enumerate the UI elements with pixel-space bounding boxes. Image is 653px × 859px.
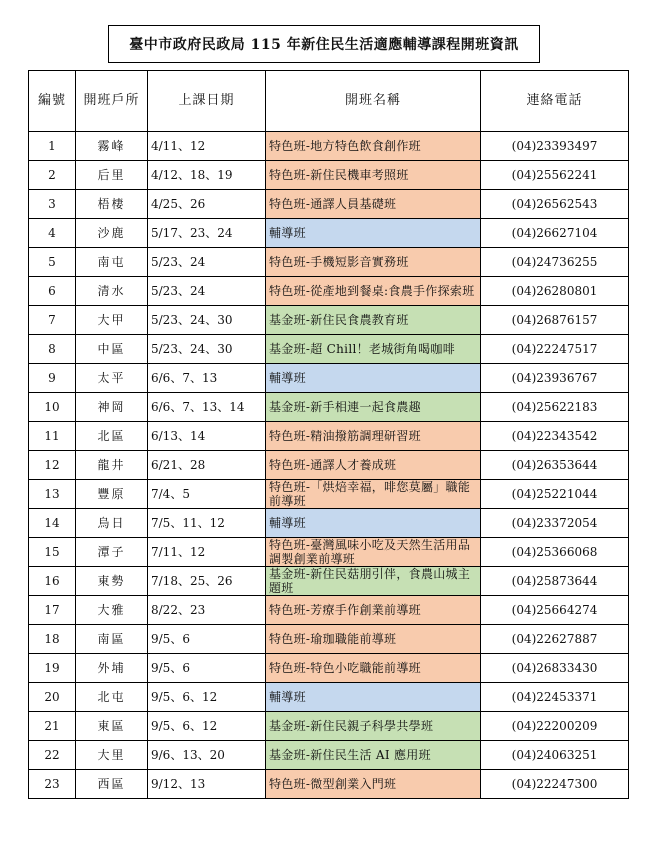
row-number: 4 — [29, 219, 76, 248]
table-header-row — [29, 71, 629, 132]
table-row — [29, 335, 629, 364]
row-number: 23 — [29, 770, 76, 799]
class-dates: 4/11、12 — [148, 132, 266, 161]
row-number: 3 — [29, 190, 76, 219]
row-number: 6 — [29, 277, 76, 306]
contact-phone: (04)24736255 — [481, 248, 629, 277]
row-number: 13 — [29, 480, 76, 509]
class-dates: 8/22、23 — [148, 596, 266, 625]
contact-phone: (04)22627887 — [481, 625, 629, 654]
class-dates: 6/13、14 — [148, 422, 266, 451]
contact-phone: (04)25622183 — [481, 393, 629, 422]
table-body — [29, 132, 629, 799]
header-dates: 上課日期 — [148, 71, 266, 132]
class-dates: 5/23、24、30 — [148, 306, 266, 335]
table-row — [29, 451, 629, 480]
page-title: 臺中市政府民政局 115 年新住民生活適應輔導課程開班資訊 — [108, 25, 540, 63]
table-row — [29, 683, 629, 712]
district-office: 大甲 — [76, 306, 148, 335]
table-row — [29, 132, 629, 161]
class-dates: 4/12、18、19 — [148, 161, 266, 190]
class-dates: 9/12、13 — [148, 770, 266, 799]
row-number: 7 — [29, 306, 76, 335]
row-number: 12 — [29, 451, 76, 480]
course-name: 輔導班 — [266, 364, 481, 393]
contact-phone: (04)25221044 — [481, 480, 629, 509]
table-row — [29, 364, 629, 393]
course-name: 特色班-微型創業入門班 — [266, 770, 481, 799]
contact-phone: (04)26833430 — [481, 654, 629, 683]
table-row — [29, 567, 629, 596]
row-number: 21 — [29, 712, 76, 741]
contact-phone: (04)23936767 — [481, 364, 629, 393]
district-office: 烏日 — [76, 509, 148, 538]
district-office: 大雅 — [76, 596, 148, 625]
class-dates: 7/4、5 — [148, 480, 266, 509]
table-row — [29, 190, 629, 219]
course-name: 基金班-超 Chill！老城街角喝咖啡 — [266, 335, 481, 364]
district-office: 東勢 — [76, 567, 148, 596]
class-dates: 9/5、6、12 — [148, 683, 266, 712]
row-number: 11 — [29, 422, 76, 451]
contact-phone: (04)22343542 — [481, 422, 629, 451]
table-row — [29, 219, 629, 248]
table-row — [29, 248, 629, 277]
contact-phone: (04)24063251 — [481, 741, 629, 770]
course-name: 特色班-「烘焙幸福，啡您莫屬」職能前導班 — [266, 480, 481, 509]
district-office: 東區 — [76, 712, 148, 741]
class-dates: 9/5、6、12 — [148, 712, 266, 741]
district-office: 潭子 — [76, 538, 148, 567]
class-dates: 5/23、24 — [148, 277, 266, 306]
row-number: 10 — [29, 393, 76, 422]
table-row — [29, 712, 629, 741]
class-dates: 7/18、25、26 — [148, 567, 266, 596]
course-name: 特色班-從產地到餐桌:食農手作探索班 — [266, 277, 481, 306]
district-office: 沙鹿 — [76, 219, 148, 248]
row-number: 2 — [29, 161, 76, 190]
contact-phone: (04)25366068 — [481, 538, 629, 567]
course-name: 基金班-新住民菇朋引伴，食農山城主題班 — [266, 567, 481, 596]
district-office: 后里 — [76, 161, 148, 190]
table-row — [29, 161, 629, 190]
district-office: 外埔 — [76, 654, 148, 683]
table-row — [29, 538, 629, 567]
district-office: 太平 — [76, 364, 148, 393]
table-row — [29, 422, 629, 451]
district-office: 南屯 — [76, 248, 148, 277]
district-office: 霧峰 — [76, 132, 148, 161]
course-name: 特色班-芳療手作創業前導班 — [266, 596, 481, 625]
district-office: 清水 — [76, 277, 148, 306]
district-office: 豐原 — [76, 480, 148, 509]
row-number: 8 — [29, 335, 76, 364]
course-name: 特色班-瑜珈職能前導班 — [266, 625, 481, 654]
course-name: 特色班-通譯人員基礎班 — [266, 190, 481, 219]
table-row — [29, 770, 629, 799]
contact-phone: (04)26627104 — [481, 219, 629, 248]
contact-phone: (04)26876157 — [481, 306, 629, 335]
contact-phone: (04)23372054 — [481, 509, 629, 538]
contact-phone: (04)22200209 — [481, 712, 629, 741]
table-row — [29, 654, 629, 683]
table-row — [29, 625, 629, 654]
contact-phone: (04)22453371 — [481, 683, 629, 712]
contact-phone: (04)25873644 — [481, 567, 629, 596]
district-office: 北區 — [76, 422, 148, 451]
course-name: 特色班-臺灣風味小吃及天然生活用品調製創業前導班 — [266, 538, 481, 567]
table-row — [29, 393, 629, 422]
contact-phone: (04)22247517 — [481, 335, 629, 364]
contact-phone: (04)25664274 — [481, 596, 629, 625]
course-name: 特色班-精油撥筋調理研習班 — [266, 422, 481, 451]
contact-phone: (04)23393497 — [481, 132, 629, 161]
course-name: 輔導班 — [266, 683, 481, 712]
class-dates: 9/6、13、20 — [148, 741, 266, 770]
table-row — [29, 277, 629, 306]
course-name: 特色班-特色小吃職能前導班 — [266, 654, 481, 683]
class-dates: 6/21、28 — [148, 451, 266, 480]
row-number: 1 — [29, 132, 76, 161]
course-name: 特色班-地方特色飲食創作班 — [266, 132, 481, 161]
class-dates: 4/25、26 — [148, 190, 266, 219]
class-dates: 6/6、7、13 — [148, 364, 266, 393]
district-office: 北屯 — [76, 683, 148, 712]
contact-phone: (04)26353644 — [481, 451, 629, 480]
header-phone: 連絡電話 — [481, 71, 629, 132]
table-row — [29, 509, 629, 538]
row-number: 17 — [29, 596, 76, 625]
course-name: 特色班-通譯人才養成班 — [266, 451, 481, 480]
contact-phone: (04)25562241 — [481, 161, 629, 190]
table-row — [29, 306, 629, 335]
contact-phone: (04)22247300 — [481, 770, 629, 799]
district-office: 梧棲 — [76, 190, 148, 219]
header-course: 開班名稱 — [266, 71, 481, 132]
course-name: 基金班-新住民生活 AI 應用班 — [266, 741, 481, 770]
header-district: 開班戶所 — [76, 71, 148, 132]
class-dates: 6/6、7、13、14 — [148, 393, 266, 422]
course-name: 特色班-手機短影音實務班 — [266, 248, 481, 277]
class-dates: 7/11、12 — [148, 538, 266, 567]
district-office: 中區 — [76, 335, 148, 364]
header-num: 編號 — [29, 71, 76, 132]
course-name: 基金班-新手相連一起食農趣 — [266, 393, 481, 422]
row-number: 16 — [29, 567, 76, 596]
district-office: 大里 — [76, 741, 148, 770]
row-number: 22 — [29, 741, 76, 770]
row-number: 14 — [29, 509, 76, 538]
contact-phone: (04)26562543 — [481, 190, 629, 219]
row-number: 5 — [29, 248, 76, 277]
class-dates: 5/17、23、24 — [148, 219, 266, 248]
district-office: 龍井 — [76, 451, 148, 480]
row-number: 20 — [29, 683, 76, 712]
table-row — [29, 741, 629, 770]
row-number: 19 — [29, 654, 76, 683]
course-name: 基金班-新住民親子科學共學班 — [266, 712, 481, 741]
course-schedule-table — [28, 70, 629, 799]
class-dates: 9/5、6 — [148, 625, 266, 654]
class-dates: 9/5、6 — [148, 654, 266, 683]
course-name: 輔導班 — [266, 219, 481, 248]
row-number: 18 — [29, 625, 76, 654]
district-office: 南區 — [76, 625, 148, 654]
course-name: 基金班-新住民食農教育班 — [266, 306, 481, 335]
course-name: 特色班-新住民機車考照班 — [266, 161, 481, 190]
class-dates: 7/5、11、12 — [148, 509, 266, 538]
contact-phone: (04)26280801 — [481, 277, 629, 306]
district-office: 神岡 — [76, 393, 148, 422]
district-office: 西區 — [76, 770, 148, 799]
table-row — [29, 480, 629, 509]
row-number: 9 — [29, 364, 76, 393]
class-dates: 5/23、24、30 — [148, 335, 266, 364]
course-name: 輔導班 — [266, 509, 481, 538]
class-dates: 5/23、24 — [148, 248, 266, 277]
table-row — [29, 596, 629, 625]
row-number: 15 — [29, 538, 76, 567]
